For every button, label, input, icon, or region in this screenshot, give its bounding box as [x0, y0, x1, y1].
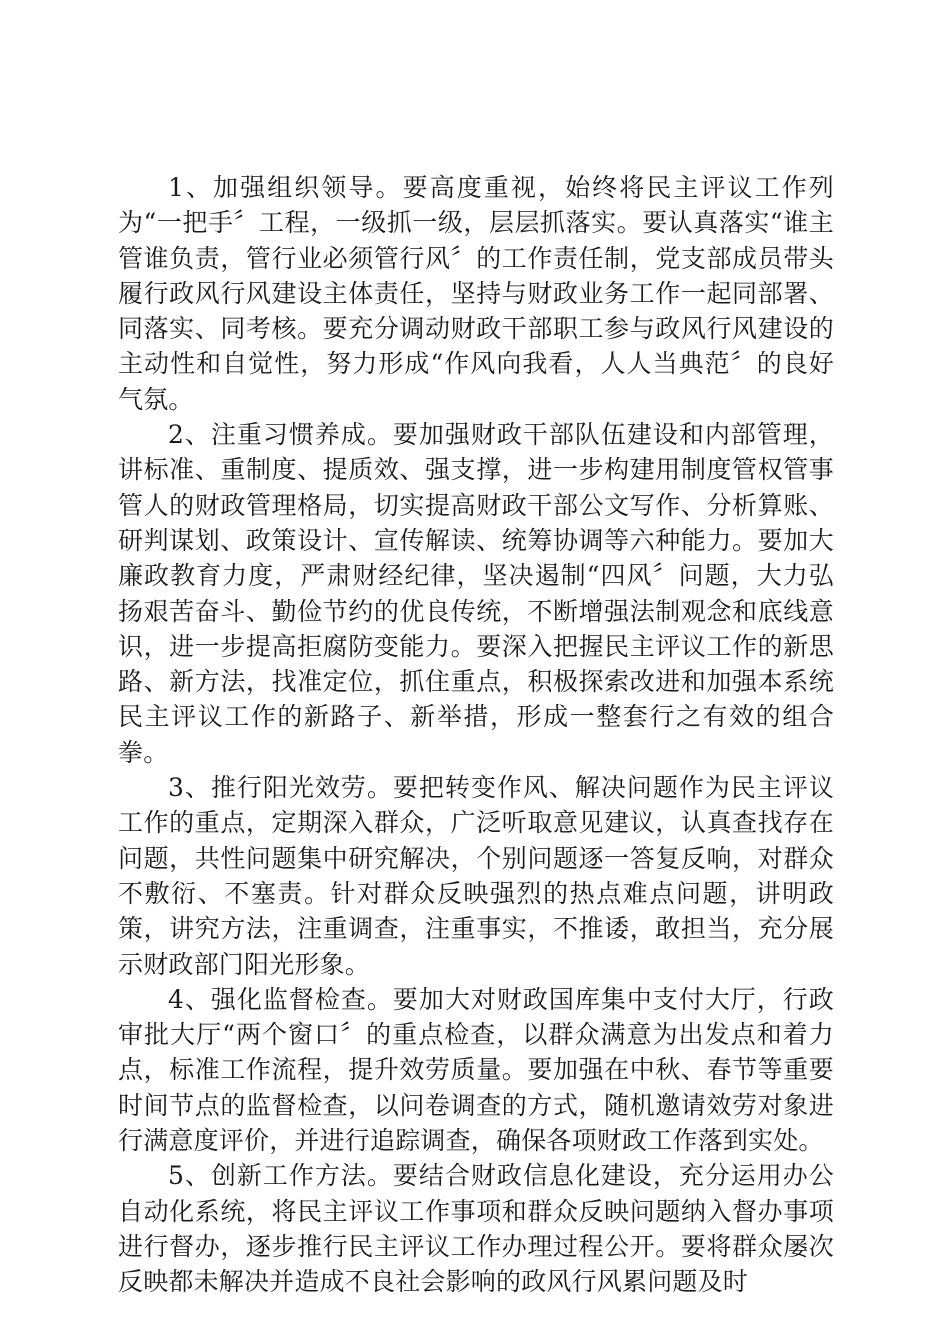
paragraph-2: 2、注重习惯养成。要加强财政干部队伍建设和内部管理，讲标准、重制度、提质效、强支撑，进一步构建用制度管权管事管人的财政管理格局，切实提高财政干部公文写作、分析算账、研判谋划、政策设计、宣传解读、统筹协调等六种能力。要加大廉政教育力度，严肃财经纪律，坚决遏制“四风〞问题，大力弘扬艰苦奋斗、勤俭节约的优良传统，不断增强法制观念和底线意识，进一步提高拒腐防变能力。要深入把握民主评议工作的新思路、新方法，找准定位，抓住重点，积极探索改进和加强本系统民主评议工作的新路子、新举措，形成一整套行之有效的组合拳。: [118, 420, 834, 767]
paragraph-3: 3、推行阳光效劳。要把转变作风、解决问题作为民主评议工作的重点，定期深入群众，广泛听取意见建议，认真查找存在问题，共性问题集中研究解决，个别问题逐一答复反响，对群众不敷衍、不塞责。针对群众反映强烈的热点难点问题，讲明政策，讲究方法，注重调查，注重事实，不推诿，敢担当，充分展示财政部门阳光形象。: [118, 773, 834, 979]
document-body: [118, 170, 834, 1300]
paragraph-5: 5、创新工作方法。要结合财政信息化建设，充分运用办公自动化系统，将民主评议工作事项和群众反映问题纳入督办事项进行督办，逐步推行民主评议工作办理过程公开。要将群众屡次反映都未解决并造成不良社会影响的政风行风累问题及时: [118, 1161, 834, 1297]
paragraph-4: 4、强化监督检查。要加大对财政国库集中支付大厅，行政审批大厅“两个窗口〞的重点检查，以群众满意为出发点和着力点，标准工作流程，提升效劳质量。要加强在中秋、春节等重要时间节点的监督检查，以问卷调查的方式，随机邀请效劳对象进行满意度评价，并进行追踪调查，确保各项财政工作落到实处。: [118, 984, 834, 1156]
paragraph-1: 1、加强组织领导。要高度重视，始终将民主评议工作列为“一把手〞工程，一级抓一级，层层抓落实。要认真落实“谁主管谁负责，管行业必须管行风〞的工作责任制，党支部成员带头履行政风行风建设主体责任，坚持与财政业务工作一起同部署、同落实、同考核。要充分调动财政干部职工参与政风行风建设的主动性和自觉性，努力形成“作风向我看，人人当典范〞的良好气氛。: [118, 173, 834, 414]
